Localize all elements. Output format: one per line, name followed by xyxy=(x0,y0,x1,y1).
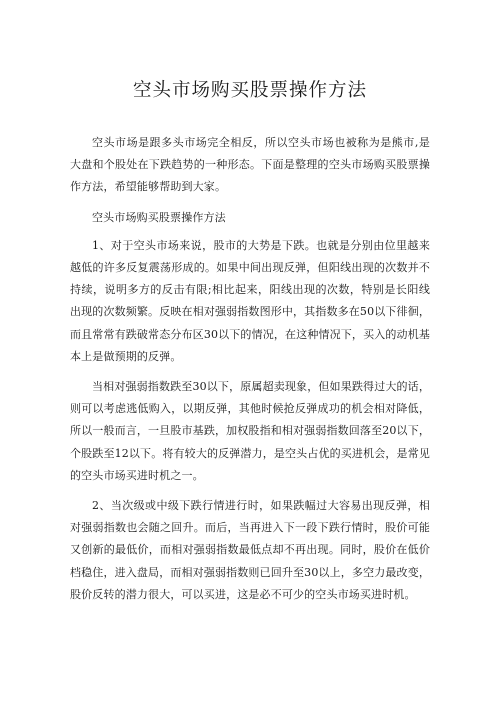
point-2-paragraph: 2、当次级或中级下跌行情进行时，如果跌幅过大容易出现反弹，相对强弱指数也会随之回升。而后，当再进入下一段下跌行情时，股价可能又创新的最低价，而相对强弱指数最低点却不再出现。同时，股价在低价档稳住，进入盘局，而相对强弱指数则已回升至30以上，多空力最改变，股价反转的潜力很大，可以买进，这是必不可少的空头市场买进时机。 xyxy=(70,499,430,601)
intro-paragraph: 空头市场是跟多头市场完全相反，所以空头市场也被称为是熊市,是大盘和个股处在下跌趋势的一种形态。下面是整理的空头市场购买股票操作方法，希望能够帮助到大家。 xyxy=(70,136,430,194)
document-body xyxy=(70,132,430,606)
point-1-followup-paragraph: 当相对强弱指数跌至30以下，原属超卖现象，但如果跌得过大的话，则可以考虑逃低购入，以期反弹，其他时候抢反弹成功的机会相对降低，所以一般而言，一旦股市基跌，加权股指和相对强弱指数回落至20以下，个股跌至12以下。将有较大的反弹潜力，是空头占优的买进机会，是常见的空头市场买进时机之一。 xyxy=(70,380,430,482)
point-1-paragraph: 1、对于空头市场来说，股市的大势是下跌。也就是分别由位里越来越低的许多反复震荡形成的。如果中间出现反弹，但阳线出现的次数并不持续，说明多方的反击有限;相比起来，阳线出现的次数，特别是长阳线出现的次数频繁。反映在相对强弱指数图形中，其指数多在50以下徘徊，而且常常有跌破常态分布区30以下的情况，在这种情况下，买入的动机基本上是做预期的反弹。 xyxy=(70,238,430,363)
section-heading: 空头市场购买股票操作方法 xyxy=(92,210,226,224)
document-title: 空头市场购买股票操作方法 xyxy=(132,80,367,101)
